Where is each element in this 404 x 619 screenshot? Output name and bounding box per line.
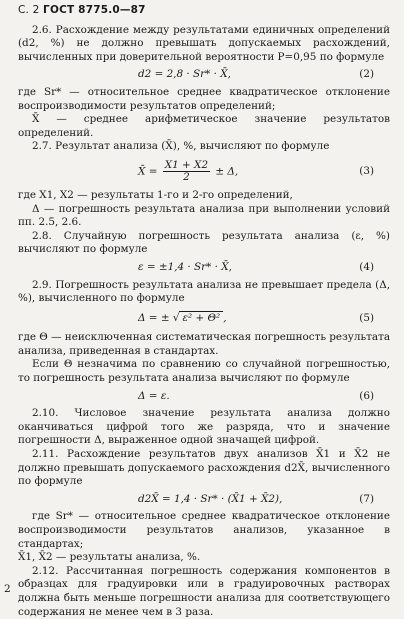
formula-3-fraction bbox=[163, 160, 210, 183]
page-label: С. 2 bbox=[18, 4, 40, 16]
formula-4-expr: ε = ±1,4 · Sr* · X̄, bbox=[138, 260, 232, 273]
formula-3-denominator: 2 bbox=[183, 170, 190, 183]
formula-2-number: (2) bbox=[359, 68, 374, 81]
paragraph-2-11: 2.11. Расхождение результатов двух анализов X̄1 и X̄2 не должно превышать допускаемого расхождения d2X̄, вычисленного по формуле bbox=[18, 448, 390, 488]
formula-6-expr: Δ = ε. bbox=[138, 389, 170, 402]
formula-7-expr: d2X̄ = 1,4 · Sr* · (X̄1 + X̄2), bbox=[138, 492, 283, 505]
formula-3-number: (3) bbox=[359, 164, 374, 177]
paragraph-2-8: 2.8. Случайную погрешность результата анализа (ε, %) вычисляют по формуле bbox=[18, 229, 390, 256]
formula-4-number: (4) bbox=[359, 260, 374, 273]
formula-6 bbox=[18, 390, 390, 404]
formula-2-expr: d2 = 2,8 · Sr* · X̄, bbox=[138, 68, 231, 81]
formula-5-comma: , bbox=[223, 311, 227, 324]
formula-3 bbox=[18, 160, 390, 183]
paragraph-2-12: 2.12. Рассчитанная погрешность содержания компонентов в образцах для градуировки или в градуировочных растворах должна быть меньше погрешности анализа для соответствующего содержания не менее чем в 3 раза. bbox=[18, 564, 390, 618]
formula-7 bbox=[18, 493, 390, 507]
sqrt-sign-icon: √ bbox=[172, 311, 180, 324]
paragraph-2-7-where-1: где X1, X2 — результаты 1-го и 2-го определений, bbox=[18, 188, 293, 201]
formula-5-radicand: ε² + Θ² bbox=[179, 311, 223, 324]
formula-2 bbox=[18, 68, 390, 82]
page-header bbox=[18, 4, 390, 18]
standard-code: ГОСТ 8775.0—87 bbox=[43, 4, 146, 16]
page-number: 2 bbox=[4, 583, 11, 596]
paragraph-2-6: 2.6. Расхождение между результатами единичных определений (d2, %) не должно превышать допускаемых расхождений, вычисленных при доверительной вероятности P=0,95 по формуле bbox=[18, 23, 390, 63]
paragraph-2-9-where: где Θ — неисключенная систематическая погрешность результата анализа, приведенная в стандартах. bbox=[18, 331, 391, 357]
paragraph-2-6-where-2: X̄ — среднее арифметическое значение результатов определений. bbox=[18, 113, 390, 139]
paragraph-2-9-if: Если Θ незначима по сравнению со случайной погрешностью, то погрешность результата анализа вычисляют по формуле bbox=[18, 358, 390, 385]
formula-5-number: (5) bbox=[359, 311, 374, 324]
formula-7-number: (7) bbox=[359, 492, 374, 505]
paragraph-2-6-where-1: где Sr* — относительное среднее квадратическое отклонение воспроизводимости результатов определений; bbox=[18, 85, 390, 112]
formula-3-numerator: X1 + X2 bbox=[164, 158, 209, 171]
paragraph-2-11-where-2: X̄1, X̄2 — результаты анализа, %. bbox=[18, 551, 201, 564]
paragraph-2-10: 2.10. Числовое значение результата анализа должно оканчиваться цифрой того же разряда, что и значение погрешности Δ, выраженное одной значащей цифрой. bbox=[18, 407, 390, 447]
formula-3-rhs: ± Δ, bbox=[215, 165, 239, 178]
paragraph-2-7: 2.7. Результат анализа (X̄), %, вычисляют по формуле bbox=[32, 140, 330, 153]
formula-4 bbox=[18, 261, 390, 275]
formula-3-lhs: X̄ = bbox=[138, 165, 158, 178]
paragraph-2-11-where-1: где Sr* — относительное среднее квадратическое отклонение воспроизводимости результатов анализов, указанное в стандартах; bbox=[18, 510, 390, 550]
paragraph-2-9: 2.9. Погрешность результата анализа не превышает предела (Δ, %), вычисленного по формуле bbox=[18, 278, 390, 305]
paragraph-2-7-where-2: Δ — погрешность результата анализа при выполнении условий пп. 2.5, 2.6. bbox=[18, 202, 390, 229]
formula-5 bbox=[18, 312, 390, 326]
formula-5-lhs: Δ = ± bbox=[138, 311, 170, 324]
formula-6-number: (6) bbox=[359, 389, 374, 402]
